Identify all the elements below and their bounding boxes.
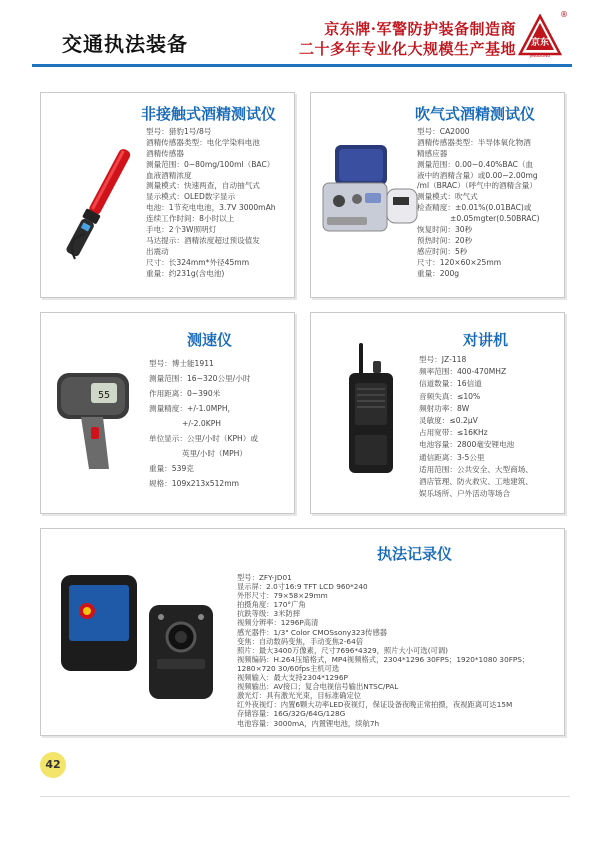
spec-line: 酒店管理、防火救灾、工地建筑、 (419, 476, 533, 486)
brand-tagline-1: 京东牌·军警防护装备制造商 (324, 20, 516, 38)
spec-line: 测量范围：16~320公里/小时 (149, 374, 251, 383)
spec-line: 视频编码：H.264压缩格式，MP4视频格式，2304*1296 30FPS；1920*1080 30FPS； (237, 654, 530, 664)
spec-line: 抗跌等级：3米防摔 (237, 609, 301, 619)
product-title: 非接触式酒精测试仪 (141, 105, 277, 123)
product-title: 对讲机 (463, 331, 509, 349)
spec-line: 红外夜视灯：内置6颗大功率LED夜视灯，保证设备夜晚正常拍摄，夜视距离可达15M (237, 700, 513, 710)
spec-line: 重量：200g (417, 268, 460, 278)
logo-text: 京东 (530, 38, 550, 48)
svg-text:55: 55 (97, 390, 111, 401)
spec-line: 型号：JZ-118 (419, 355, 467, 364)
spec-line: 重量：约231g(含电池) (146, 268, 225, 278)
spec-line: 娱乐场所、户外活动等场合 (419, 489, 511, 499)
product-card-breathalyzer (310, 92, 565, 298)
spec-line: ±0.05mgter(0.50BRAC) (450, 214, 540, 224)
spec-line: 恢复时间：30秒 (417, 225, 473, 235)
spec-line: 测量模式：快速两查，自动抽气式 (146, 181, 260, 191)
spec-line: 测量范围：0~80mg/100ml（BAC） (146, 159, 275, 169)
spec-line: 电池容量：3000mA，内置锂电池，续航7h (237, 718, 380, 728)
spec-line: 频射功率：8W (419, 403, 470, 413)
spec-line: 照片：最大3400万像素，尺寸7696*4329，照片大小可选(可调) (237, 645, 448, 655)
spec-list (146, 127, 276, 279)
spec-line: 测量范围：0.00~0.40%BAC（血 (417, 159, 534, 169)
spec-line: 1280×720 30/60fps主机可选 (237, 663, 340, 673)
spec-line: 显示模式：OLED数字显示 (146, 192, 236, 202)
walkie-talkie-icon (339, 339, 403, 479)
spec-line: 适用范围：公共安全、大型商场、 (419, 464, 533, 474)
spec-line: 单位显示：公里/小时（KPH）或 (149, 434, 258, 443)
spec-line: 酒精传感器 (146, 148, 184, 158)
spec-line: 测量模式：吹气式 (417, 192, 478, 202)
spec-list (417, 127, 540, 279)
spec-line: 出震动 (146, 246, 169, 256)
spec-line: 感光器件：1/3" Color CMOSsony323传感器 (237, 627, 388, 637)
spec-line: 血液酒精浓度 (146, 170, 192, 180)
spec-line: 预热时间：20秒 (417, 235, 473, 245)
registered-mark: ® (560, 10, 568, 19)
spec-line: 通信距离：3-5公里 (419, 452, 485, 462)
spec-line: 尺寸：120×60×25mm (417, 257, 502, 267)
spec-line: 存储容量：16G/32G/64G/128G (237, 709, 346, 719)
product-card-alcohol-tester-noncontact (40, 92, 295, 298)
breathalyzer-kit-icon (317, 139, 421, 249)
spec-line: 规格：109x213x512mm (149, 479, 240, 488)
product-title: 测速仪 (187, 331, 233, 349)
spec-line: 酒精传感器类型：电化学染料电池 (146, 137, 260, 147)
product-title: 执法记录仪 (377, 545, 453, 563)
spec-line: 激光灯：具有激光光束，目标准确定位 (237, 691, 362, 701)
spec-line: 电池容量：2800毫安锂电池 (419, 440, 515, 450)
spec-line: 灵敏度：≤0.2μV (419, 415, 478, 425)
alcohol-tester-wand-icon (55, 139, 141, 269)
page-title: 交通执法装备 (62, 32, 188, 56)
spec-list (149, 357, 258, 492)
spec-line: 检查精度：±0.01%(0.01BAC)或 (417, 203, 532, 213)
spec-list (419, 355, 533, 501)
speed-radar-gun-icon (51, 365, 143, 475)
spec-line: 占用宽带：≤16KHz (419, 428, 488, 438)
product-card-body-camera (40, 528, 565, 736)
spec-line: 作用距离：0~390米 (149, 389, 221, 398)
spec-line: 酒精传感器类型：半导体氧化物酒 (417, 137, 531, 147)
page-header (0, 0, 600, 72)
company-logo (518, 14, 562, 58)
spec-line: 英里/小时（MPH） (182, 449, 247, 458)
spec-line: 连续工作时间：8小时以上 (146, 214, 235, 224)
spec-line: 变焦：自动数码变焦，手动变焦2-64倍 (237, 636, 364, 646)
spec-line: 视频输出：AV接口；复合电视信号输出NTSC/PAL (237, 682, 399, 692)
header-divider (32, 64, 572, 67)
product-card-walkie-talkie (310, 312, 565, 514)
spec-line: 视频分辨率：1296P高清 (237, 618, 319, 628)
spec-line: 重量：539克 (149, 464, 194, 473)
brand-tagline-2: 二十多年专业化大规模生产基地 (298, 40, 516, 58)
spec-line: 显示屏：2.0寸16:9 TFT LCD 960*240 (237, 582, 368, 592)
spec-line: /ml（BRAC）（呼气中的酒精含量） (417, 181, 537, 191)
spec-line: 马达提示：酒精浓度超过预设值发 (146, 235, 260, 245)
spec-list (237, 573, 529, 728)
spec-line: 型号：博士能1911 (149, 359, 214, 368)
spec-line: 音频失真：≤10% (419, 391, 481, 401)
spec-line: 感应时间：5秒 (417, 246, 468, 256)
body-camera-icon (57, 567, 217, 703)
spec-line: 精感应器 (417, 148, 448, 158)
spec-line: 拍摄角度：170°广角 (237, 600, 306, 610)
spec-line: 信道数量：16信道 (419, 379, 482, 389)
spec-line: 尺寸：长324mm*外径45mm (146, 257, 250, 267)
logo-subtext: JINGDONG (529, 53, 551, 58)
spec-line: 电池：1节充电电池，3.7V 3000mAh (146, 203, 276, 213)
product-title: 吹气式酒精测试仪 (415, 105, 536, 123)
spec-line: 视频输入：最大支持2304*1296P (237, 673, 348, 683)
spec-line: 型号：CA2000 (417, 127, 470, 136)
spec-line: 频率范围：400-470MHZ (419, 367, 507, 377)
spec-line: 型号：猎豹1号/8号 (146, 127, 212, 136)
product-card-speed-radar (40, 312, 295, 514)
spec-line: +/-2.0KPH (182, 419, 222, 428)
spec-line: 液中的酒精含量）或0.00~2.00mg (417, 170, 538, 180)
spec-line: 外形尺寸：79×58×29mm (237, 591, 328, 601)
spec-line: 手电：2个3W照明灯 (146, 225, 217, 235)
spec-line: 测量精度：+/-1.0MPH， (149, 404, 236, 413)
footer-divider (40, 796, 570, 797)
spec-line: 型号：ZFY-JD01 (237, 573, 292, 582)
page-number: 42 (40, 752, 66, 778)
